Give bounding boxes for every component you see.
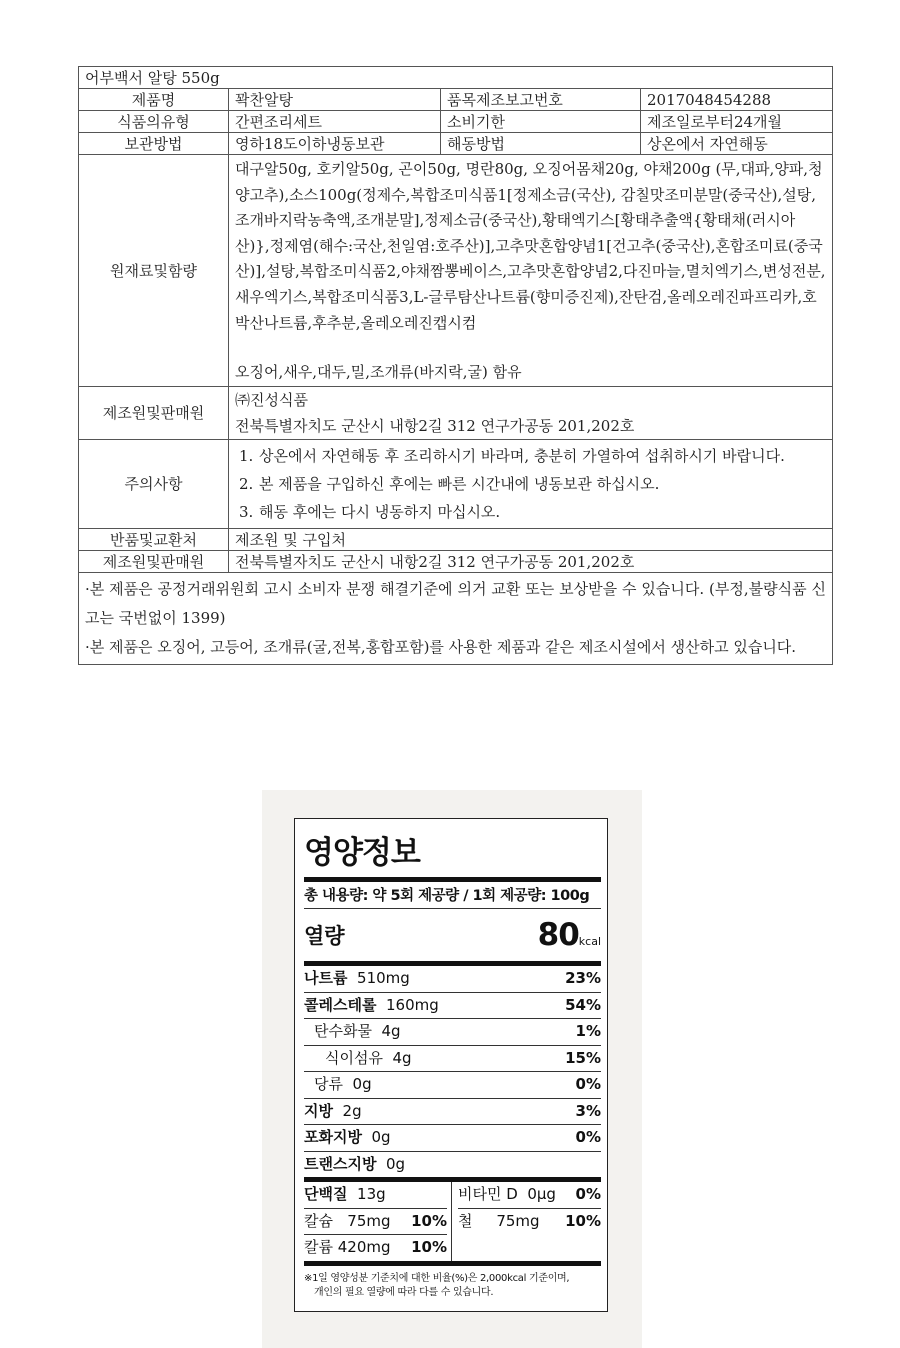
footnote-line: ※1일 영양성분 기준치에 대한 비율(%)은 2,000kcal 기준이며, xyxy=(304,1272,570,1284)
nutrient-row xyxy=(304,1152,601,1178)
nutrient-name-amount: 식이섬유 4g xyxy=(325,1048,412,1067)
nutrient-percent: 10% xyxy=(411,1238,447,1256)
caution-item: 상온에서 자연해동 후 조리하시기 바라며, 충분히 가열하여 섭취하시기 바랍니다. xyxy=(259,447,785,466)
manufacturer-name: ㈜진성식품 xyxy=(235,391,308,410)
nutrient-grid-left xyxy=(304,1182,451,1261)
nutrient-grid xyxy=(304,1182,601,1261)
calories-value: 80 xyxy=(537,917,579,953)
expiry-label: 소비기한 xyxy=(441,111,641,133)
table-row xyxy=(79,111,833,133)
product-title: 어부백서 알탕 550g xyxy=(79,67,833,89)
nutrient-name-amount: 나트륨 510mg xyxy=(304,969,410,987)
ingredients-cell xyxy=(229,155,833,387)
serving-info: 총 내용량: 약 5회 제공량 / 1회 제공량: 100g xyxy=(304,888,590,904)
nutrient-percent: 1% xyxy=(575,1022,601,1040)
nutrient-row xyxy=(458,1209,601,1235)
storage-value: 영하18도이하냉동보관 xyxy=(229,133,441,155)
manufacturer-address: 전북특별자치도 군산시 내항2길 312 연구가공동 201,202호 xyxy=(235,417,635,436)
nutrient-percent: 0% xyxy=(575,1128,601,1146)
storage-label: 보관방법 xyxy=(79,133,229,155)
nutrition-title: 영양정보 xyxy=(304,835,420,871)
nutrient-percent: 23% xyxy=(565,969,601,987)
nutrition-footnote xyxy=(304,1266,601,1300)
table-row xyxy=(79,573,833,665)
product-name-label: 제품명 xyxy=(79,89,229,111)
caution-item: 본 제품을 구입하신 후에는 빠른 시간내에 냉동보관 하십시오. xyxy=(259,475,660,494)
table-row xyxy=(79,387,833,440)
manufacturer-label: 제조원및판매원 xyxy=(79,387,229,440)
nutrient-name-amount: 포화지방 0g xyxy=(304,1128,391,1146)
nutrient-percent: 0% xyxy=(575,1075,601,1093)
nutrient-grid-right xyxy=(451,1182,601,1261)
nutrient-percent: 54% xyxy=(565,995,601,1014)
nutrient-name-amount: 칼륨 420mg xyxy=(304,1238,391,1256)
nutrient-row xyxy=(304,993,601,1019)
nutrient-percent: 0% xyxy=(575,1185,601,1203)
nutrient-name-amount: 콜레스테롤 160mg xyxy=(304,995,439,1014)
footnote-line: 개인의 필요 열량에 따라 다를 수 있습니다. xyxy=(314,1286,494,1298)
nutrition-facts-panel xyxy=(294,818,608,1312)
nutrient-row xyxy=(304,1019,601,1045)
nutrient-name-amount: 트랜스지방 0g xyxy=(304,1154,406,1173)
nutrient-percent: 10% xyxy=(411,1211,447,1230)
note-text: ·본 제품은 오징어, 고등어, 조개류(굴,전복,홍합포함)를 사용한 제품과 같은 제조시설에서 생산하고 있습니다. xyxy=(85,638,797,657)
report-number-label: 품목제조보고번호 xyxy=(441,89,641,111)
cautions-label: 주의사항 xyxy=(79,440,229,529)
nutrient-row xyxy=(304,1235,447,1261)
nutrient-row xyxy=(304,1046,601,1072)
food-type-value: 간편조리세트 xyxy=(229,111,441,133)
nutrient-name-amount: 지방 2g xyxy=(304,1101,362,1120)
nutrient-row xyxy=(304,1209,447,1235)
table-row xyxy=(79,133,833,155)
returns-value: 제조원 및 구입처 xyxy=(229,529,833,551)
nutrient-name-amount: 칼슘 75mg xyxy=(304,1211,391,1230)
manufacturer-cell xyxy=(229,387,833,440)
returns-label: 반품및교환처 xyxy=(79,529,229,551)
thaw-label: 해동방법 xyxy=(441,133,641,155)
table-row xyxy=(79,551,833,573)
seller-value: 전북특별자치도 군산시 내항2길 312 연구가공동 201,202호 xyxy=(229,551,833,573)
nutrient-percent: 10% xyxy=(565,1211,601,1230)
nutrient-row xyxy=(304,966,601,992)
nutrient-name-amount: 비타민 D 0μg xyxy=(458,1185,556,1203)
nutrient-row xyxy=(304,1072,601,1098)
seller-label: 제조원및판매원 xyxy=(79,551,229,573)
ingredients-text: 대구알50g, 호키알50g, 곤이50g, 명란80g, 오징어몸채20g, 야채200g (무,대파,양파,청양고추),소스100g(정제수,복합조미식품1[정제소금(국산), 감칠맛조미분말(중국산),설탕,조개바지락농축액,조개분말],정제소금(중국산),황태엑기스[황태추출액{황태채(러시아산)},정제염(해수:국산,천일염:호주산)],고추맛혼합양념1[건고추(중국산),혼합조미료(중국산)],설탕,복합조미식품2,야채짬뽕베이스,고추맛혼합양념2,다진마늘,멸치엑기스,변성전분,새우엑기스,복합조미식품3,L-글루탐산나트륨(향미증진제),잔탄검,올레오레진파프리카,호박산나트륨,후추분,올레오레진캡시컴 xyxy=(235,160,826,332)
table-row xyxy=(79,155,833,387)
product-info-table xyxy=(78,66,833,665)
expiry-value: 제조일로부터24개월 xyxy=(641,111,833,133)
allergen-text: 오징어,새우,대두,밀,조개류(바지락,굴) 함유 xyxy=(235,363,522,382)
calories-value-group xyxy=(538,917,601,953)
nutrient-row xyxy=(304,1125,601,1151)
calories-row xyxy=(304,909,601,961)
cautions-list xyxy=(235,440,826,528)
caution-item: 해동 후에는 다시 냉동하지 마십시오. xyxy=(259,503,501,522)
table-row xyxy=(79,440,833,529)
ingredients-label: 원재료및함량 xyxy=(79,155,229,387)
nutrient-row xyxy=(458,1182,601,1208)
notes-cell xyxy=(79,573,833,665)
nutrient-percent: 3% xyxy=(575,1101,601,1120)
thaw-value: 상온에서 자연해동 xyxy=(641,133,833,155)
calories-label: 열량 xyxy=(304,924,345,948)
nutrient-name-amount: 단백질 13g xyxy=(304,1185,386,1203)
food-type-label: 식품의유형 xyxy=(79,111,229,133)
nutrient-percent: 15% xyxy=(565,1048,601,1067)
note-text: ·본 제품은 공정거래위원회 고시 소비자 분쟁 해결기준에 의거 교환 또는 보상받을 수 있습니다. (부정,불량식품 신고는 국번없이 1399) xyxy=(85,580,827,628)
nutrient-name-amount: 탄수화물 4g xyxy=(314,1022,401,1040)
calories-unit: kcal xyxy=(578,935,601,948)
nutrient-name-amount: 철 75mg xyxy=(458,1211,540,1230)
report-number-value: 2017048454288 xyxy=(641,89,833,111)
table-row xyxy=(79,529,833,551)
cautions-cell xyxy=(229,440,833,529)
product-name-value: 꽉찬알탕 xyxy=(229,89,441,111)
nutrient-row xyxy=(304,1182,447,1208)
nutrient-row xyxy=(304,1099,601,1125)
table-row xyxy=(79,89,833,111)
nutrient-name-amount: 당류 0g xyxy=(314,1075,372,1093)
